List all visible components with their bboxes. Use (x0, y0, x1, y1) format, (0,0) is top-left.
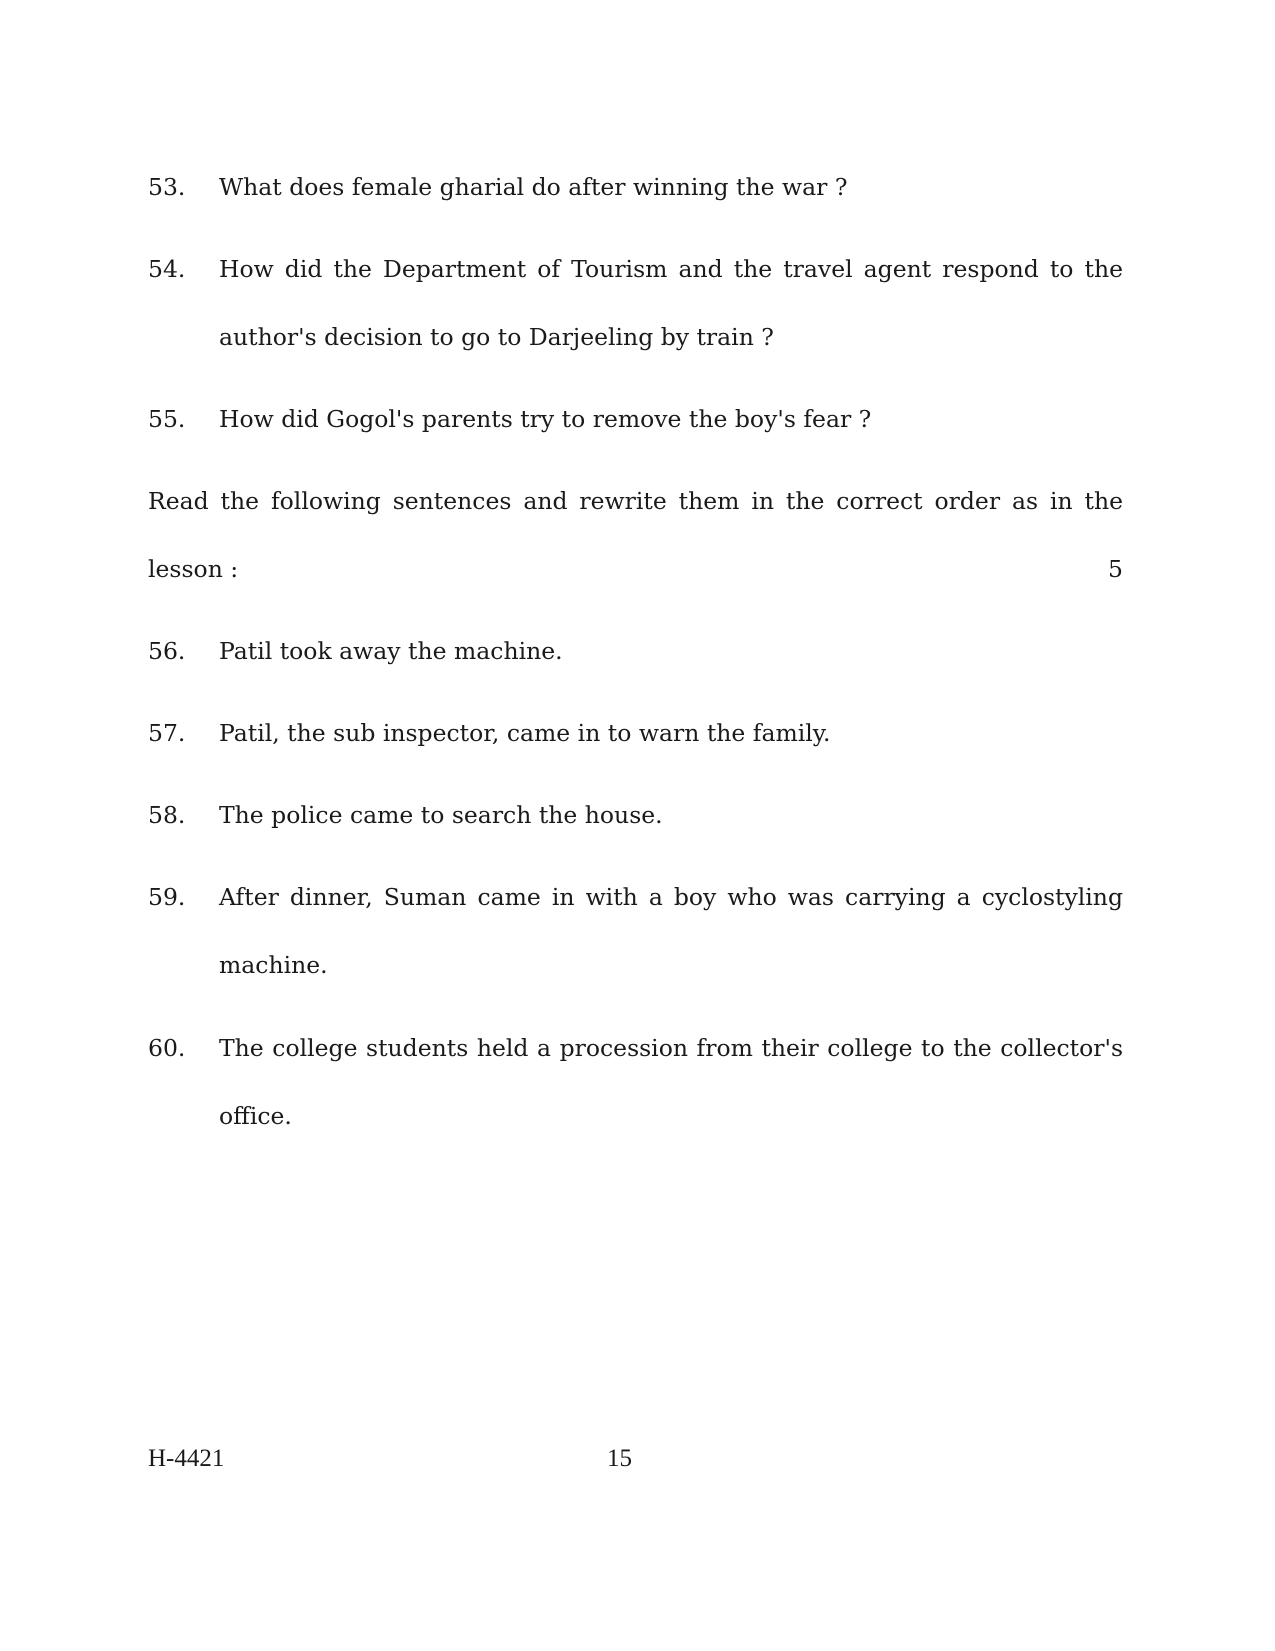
sentence-text-continued: machine. (219, 951, 328, 979)
sentence-text: After dinner, Suman came in with a boy who was carrying a cyclostyling (219, 883, 1123, 911)
paper-code: H-4421 (148, 1445, 225, 1472)
question-number: 59. (148, 883, 186, 911)
question-text: How did Gogol's parents try to remove the boy's fear ? (219, 405, 872, 433)
sentence-text: The police came to search the house. (219, 801, 663, 829)
question-number: 57. (148, 719, 186, 747)
question-text: What does female gharial do after winning the war ? (219, 173, 848, 201)
question-number: 60. (148, 1034, 186, 1062)
question-number: 56. (148, 637, 186, 665)
marks-value: 5 (1108, 555, 1123, 583)
sentence-text: Patil took away the machine. (219, 637, 563, 665)
page-number: 15 (607, 1445, 632, 1472)
section-instruction-continued: lesson : (148, 555, 239, 583)
question-number: 55. (148, 405, 186, 433)
sentence-text: Patil, the sub inspector, came in to warn the family. (219, 719, 831, 747)
question-text: How did the Department of Tourism and the travel agent respond to the (219, 255, 1123, 283)
sentence-text: The college students held a procession from their college to the collector's (219, 1034, 1123, 1062)
sentence-text-continued: office. (219, 1102, 292, 1130)
section-instruction: Read the following sentences and rewrite them in the correct order as in the (148, 487, 1123, 515)
question-number: 54. (148, 255, 186, 283)
question-number: 58. (148, 801, 186, 829)
question-number: 53. (148, 173, 186, 201)
question-text-continued: author's decision to go to Darjeeling by train ? (219, 323, 774, 351)
